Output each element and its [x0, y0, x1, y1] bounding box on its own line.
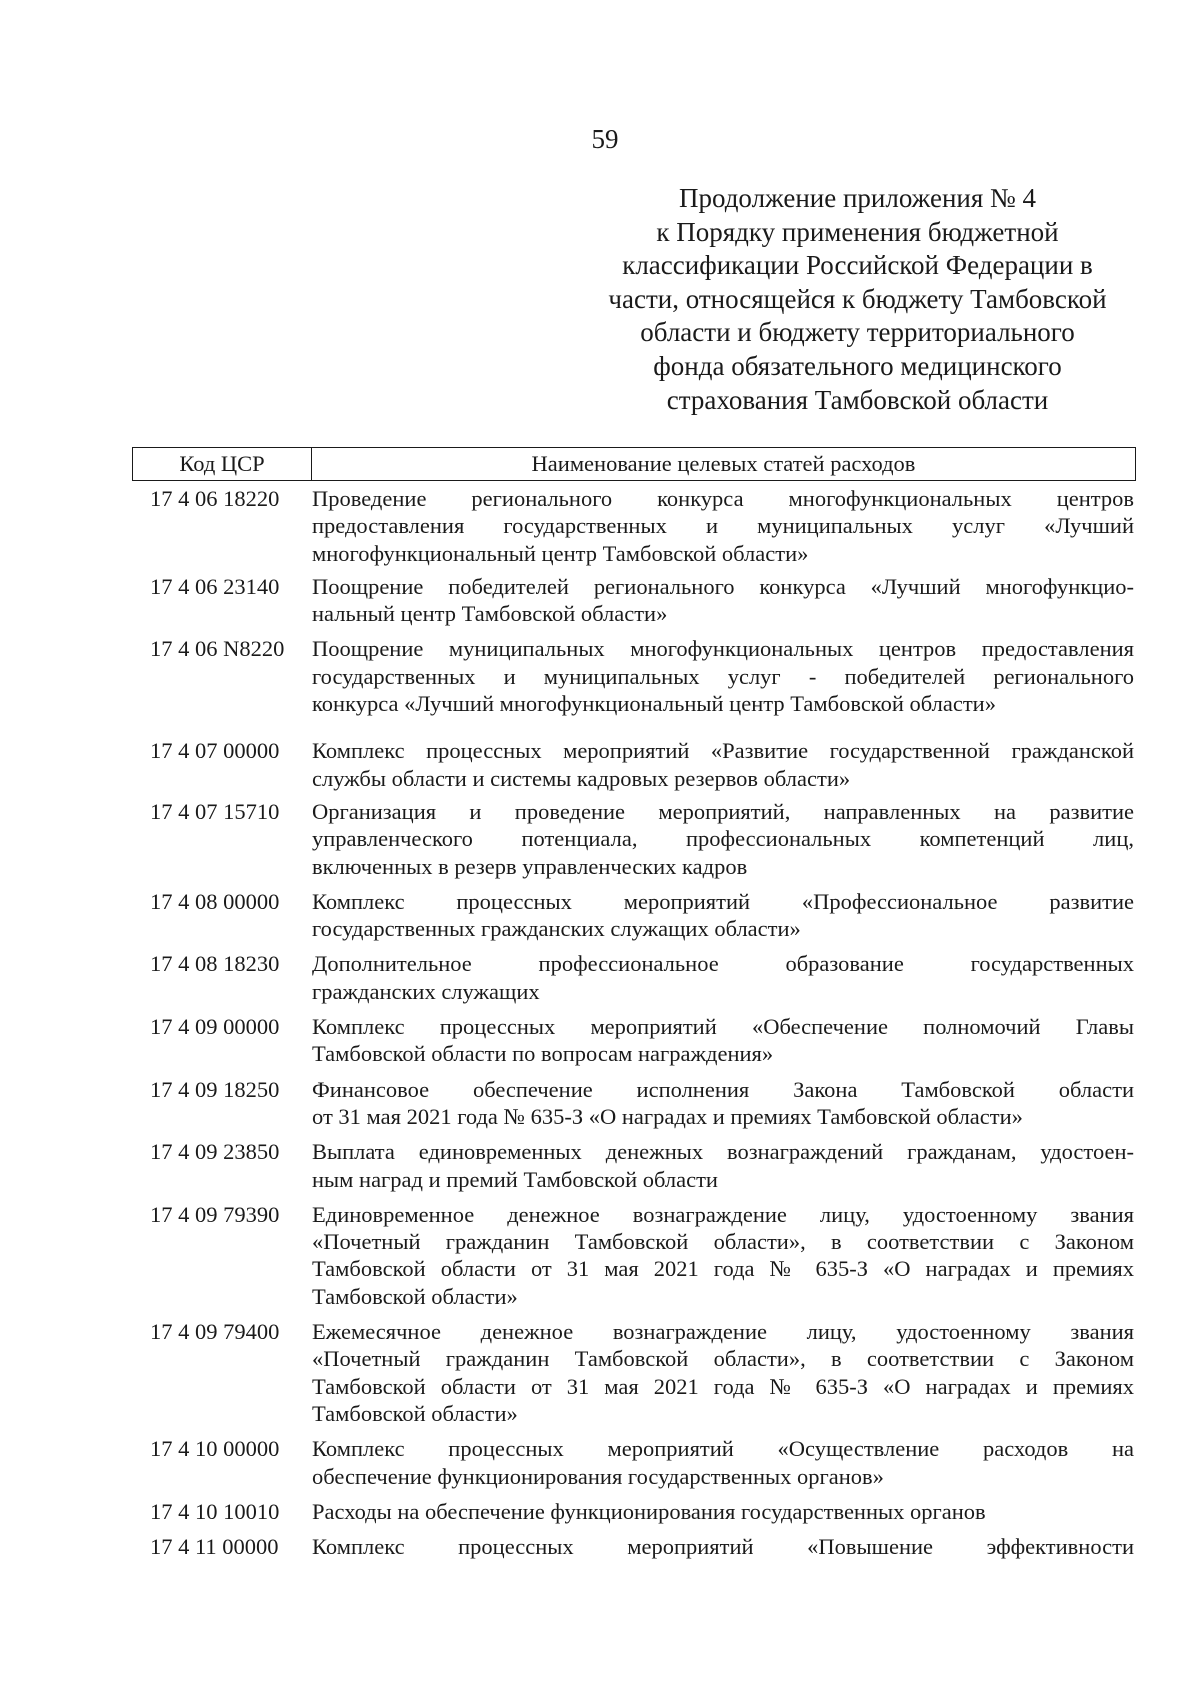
- row-code: 17 4 06 18220: [150, 486, 280, 511]
- row-name-line: Выплата единовременных денежных вознаграждений гражданам, удостоен-: [312, 1139, 1134, 1165]
- appendix-heading-line: страхования Тамбовской области: [666, 384, 1049, 415]
- row-name-line: Тамбовской области от 31 мая 2021 года № 635-З «О наградах и премиях: [312, 1256, 1134, 1282]
- table-body: [132, 485, 1136, 1560]
- appendix-heading-line: к Порядку применения бюджетной: [656, 216, 1059, 247]
- row-name: [312, 485, 1134, 567]
- table-row: [132, 888, 1136, 943]
- row-code: 17 4 08 00000: [150, 888, 280, 914]
- row-name-line: Расходы на обеспечение функционирования государственных органов: [312, 1498, 986, 1524]
- row-name-line: Тамбовской области»: [312, 1283, 518, 1309]
- row-name-line: нальный центр Тамбовской области»: [312, 601, 668, 627]
- row-code: 17 4 09 00000: [150, 1014, 280, 1040]
- appendix-heading-line: Продолжение приложения № 4: [678, 183, 1037, 213]
- row-name-line: Организация и проведение мероприятий, направленных на развитие: [312, 798, 1134, 824]
- row-name-line: от 31 мая 2021 года № 635-З «О наградах и премиях Тамбовской области»: [312, 1103, 1023, 1129]
- row-name-line: Поощрение муниципальных многофункциональных центров предоставления: [312, 636, 1134, 662]
- page-number: 59: [591, 124, 619, 154]
- row-name: [312, 798, 1134, 880]
- row-name-line: Комплекс процессных мероприятий «Повышение эффективности: [312, 1534, 1134, 1560]
- row-code: 17 4 11 00000: [150, 1534, 279, 1560]
- table-row: [132, 1013, 1136, 1068]
- row-name: [312, 1498, 1134, 1525]
- row-name-line: Комплекс процессных мероприятий «Обеспечение полномочий Главы: [312, 1014, 1134, 1040]
- row-code: 17 4 10 10010: [150, 1498, 280, 1524]
- row-name: [312, 1138, 1134, 1193]
- row-name-line: многофункциональный центр Тамбовской области»: [312, 540, 809, 566]
- row-name: [312, 950, 1134, 1005]
- row-name-line: службы области и системы кадровых резервов области»: [312, 765, 851, 791]
- row-name-line: Тамбовской области от 31 мая 2021 года № 635-З «О наградах и премиях: [312, 1373, 1134, 1399]
- appendix-heading-line: части, относящейся к бюджету Тамбовской: [608, 283, 1107, 314]
- row-name: [312, 1318, 1134, 1427]
- row-name: [312, 1435, 1134, 1490]
- row-name-line: Поощрение победителей регионального конкурса «Лучший многофункцио-: [312, 573, 1134, 599]
- row-code: 17 4 06 23140: [150, 573, 280, 599]
- header-code: Код ЦСР: [133, 448, 312, 480]
- table-row: [132, 485, 1136, 567]
- table-row: [132, 573, 1136, 628]
- row-code: 17 4 07 15710: [150, 798, 280, 824]
- row-name-line: Тамбовской области по вопросам награждения»: [312, 1041, 774, 1067]
- table-row: [132, 1138, 1136, 1193]
- row-name-line: обеспечение функционирования государственных органов»: [312, 1463, 884, 1489]
- table-header: [132, 447, 1136, 481]
- row-code: 17 4 09 79400: [150, 1319, 280, 1345]
- row-name-line: «Почетный гражданин Тамбовской области», в соответствии с Законом: [312, 1346, 1134, 1372]
- row-name-line: Финансовое обеспечение исполнения Закона Тамбовской области: [312, 1076, 1134, 1102]
- table-row: [132, 1318, 1136, 1427]
- table-row: [132, 1076, 1136, 1131]
- row-name-line: гражданских служащих: [312, 978, 540, 1004]
- row-code: 17 4 07 00000: [150, 738, 280, 764]
- row-name-line: Комплекс процессных мероприятий «Профессиональное развитие: [312, 888, 1134, 914]
- row-name-line: включенных в резерв управленческих кадров: [312, 853, 748, 879]
- row-name: [312, 635, 1134, 717]
- row-name-line: Единовременное денежное вознаграждение лицу, удостоенному звания: [312, 1201, 1134, 1227]
- row-code: 17 4 09 23850: [150, 1139, 280, 1165]
- row-name-line: предоставления государственных и муниципальных услуг «Лучший: [312, 513, 1134, 539]
- table-row: [132, 1435, 1136, 1490]
- appendix-heading-line: области и бюджету территориального: [640, 317, 1075, 348]
- row-name: [312, 1201, 1134, 1310]
- row-name-line: Комплекс процессных мероприятий «Осуществление расходов на: [312, 1436, 1134, 1462]
- row-name-line: ным наград и премий Тамбовской области: [312, 1166, 718, 1192]
- table-row: [132, 798, 1136, 880]
- appendix-heading-line: классификации Российской Федерации в: [622, 250, 1093, 281]
- table-row: [132, 1498, 1136, 1525]
- row-name: [312, 1533, 1134, 1560]
- row-code: 17 4 06 N8220: [150, 636, 285, 662]
- row-name: [312, 737, 1134, 792]
- header-name: Наименование целевых статей расходов: [531, 451, 916, 476]
- row-code: 17 4 09 79390: [150, 1201, 280, 1227]
- row-name-line: «Почетный гражданин Тамбовской области», в соответствии с Законом: [312, 1229, 1134, 1255]
- row-name: [312, 1076, 1134, 1131]
- row-name: [312, 573, 1134, 628]
- row-name-line: Дополнительное профессиональное образование государственных: [312, 951, 1134, 977]
- row-code: 17 4 10 00000: [150, 1436, 280, 1462]
- appendix-heading-line: фонда обязательного медицинского: [653, 350, 1062, 381]
- row-name-line: управленческого потенциала, профессиональных компетенций лиц,: [312, 826, 1134, 852]
- table-row: [132, 950, 1136, 1005]
- row-name-line: государственных гражданских служащих области»: [312, 916, 801, 942]
- table-row: [132, 1533, 1136, 1560]
- row-name: [312, 1013, 1134, 1068]
- row-name-line: Ежемесячное денежное вознаграждение лицу, удостоенному звания: [312, 1319, 1134, 1345]
- row-name-line: государственных и муниципальных услуг - победителей регионального: [312, 663, 1134, 689]
- table-row: [132, 1201, 1136, 1310]
- row-name-line: Проведение регионального конкурса многофункциональных центров: [312, 486, 1134, 511]
- row-name-line: Комплекс процессных мероприятий «Развитие государственной гражданской: [312, 738, 1134, 764]
- row-name-line: конкурса «Лучший многофункциональный центр Тамбовской области»: [312, 691, 996, 717]
- row-name: [312, 888, 1134, 943]
- row-name-line: Тамбовской области»: [312, 1400, 518, 1426]
- row-code: 17 4 08 18230: [150, 951, 280, 977]
- appendix-heading: [585, 182, 1130, 417]
- expense-codes-table: [132, 447, 1136, 1560]
- table-row: [132, 737, 1136, 792]
- table-row: [132, 635, 1136, 717]
- row-code: 17 4 09 18250: [150, 1076, 280, 1102]
